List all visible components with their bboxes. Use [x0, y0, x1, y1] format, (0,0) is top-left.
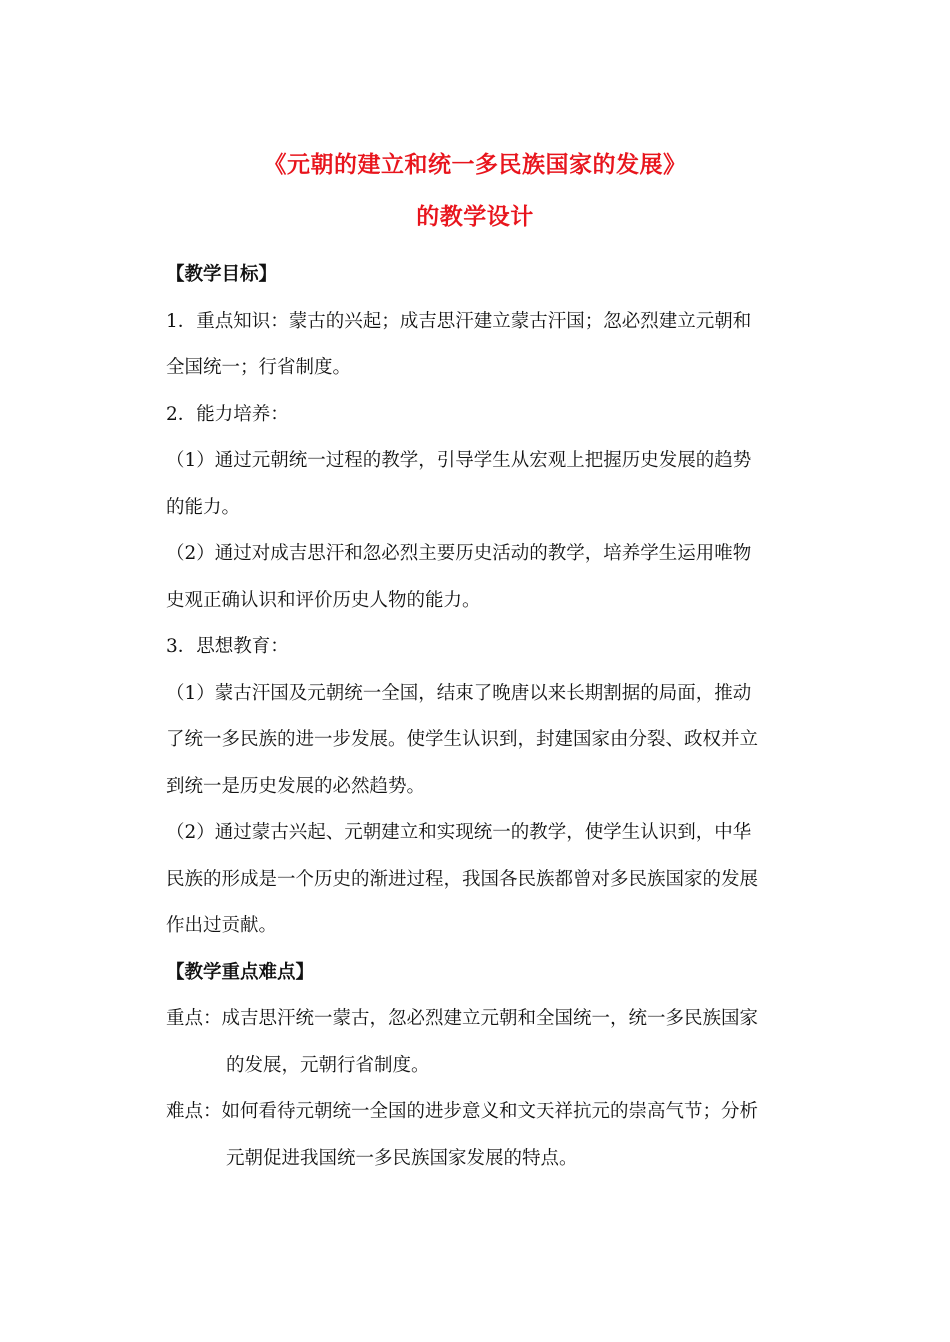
- thought-item-1-line-3: 到统一是历史发展的必然趋势。: [166, 775, 426, 797]
- ability-item-2-line-1: （2）通过对成吉思汗和忽必烈主要历史活动的教学，培养学生运用唯物: [166, 543, 752, 564]
- thought-item-2-line-2: 民族的形成是一个历史的渐进过程，我国各民族都曾对多民族国家的发展: [166, 868, 759, 890]
- knowledge-line-1: 1．重点知识：蒙古的兴起；成吉思汗建立蒙古汗国；忽必烈建立元朝和: [166, 310, 752, 332]
- ability-item-1-line-1: （1）通过元朝统一过程的教学，引导学生从宏观上把握历史发展的趋势: [166, 450, 752, 471]
- thought-item-2-line-1: （2）通过蒙古兴起、元朝建立和实现统一的教学，使学生认识到，中华: [166, 822, 752, 843]
- section-heading-goals: 【教学目标】: [166, 264, 278, 285]
- thought-item-2-line-3: 作出过贡献。: [166, 915, 278, 936]
- knowledge-line-2: 全国统一；行省制度。: [166, 357, 352, 378]
- thought-item-1-line-2: 了统一多民族的进一步发展。使学生认识到，封建国家由分裂、政权并立: [166, 729, 759, 750]
- ability-item-2-line-2: 史观正确认识和评价历史人物的能力。: [166, 589, 481, 611]
- ability-item-1-line-2: 的能力。: [166, 496, 241, 518]
- thought-item-1-line-1: （1）蒙古汗国及元朝统一全国，结束了晚唐以来长期割据的局面，推动: [166, 682, 752, 704]
- thought-title: 3．思想教育：: [166, 636, 289, 657]
- key-point-line-2: 的发展，元朝行省制度。: [226, 1054, 430, 1076]
- key-point-line-1: 重点：成吉思汗统一蒙古，忽必烈建立元朝和全国统一，统一多民族国家: [166, 1008, 759, 1029]
- difficulty-line-2: 元朝促进我国统一多民族国家发展的特点。: [226, 1147, 578, 1169]
- difficulty-line-1: 难点：如何看待元朝统一全国的进步意义和文天祥抗元的崇高气节；分析: [166, 1101, 759, 1122]
- ability-title: 2．能力培养：: [166, 403, 289, 425]
- document-title-line-2: 的教学设计: [416, 204, 534, 230]
- section-heading-key-points: 【教学重点难点】: [166, 961, 315, 983]
- document-body: [166, 252, 790, 1182]
- document-title-line-1: 《元朝的建立和统一多民族国家的发展》: [263, 152, 687, 178]
